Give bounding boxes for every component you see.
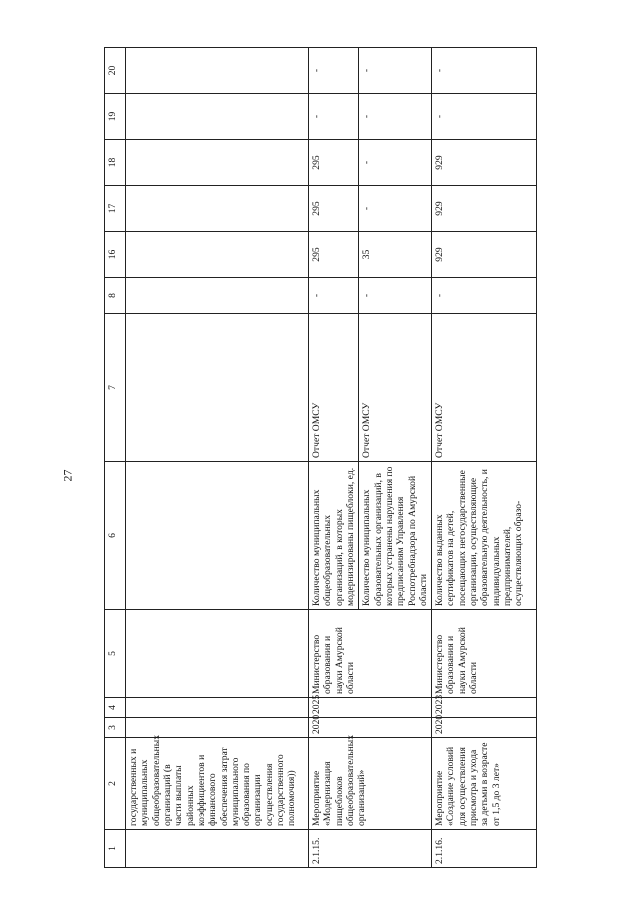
col-header: 2	[105, 738, 126, 830]
cell	[126, 830, 309, 868]
indicator-cell: Количество муниципальных общеобразовательных организаций, в которых модернизированы пищеблоки, ед.	[309, 462, 359, 610]
activity-name-cell: Мероприятие «Модернизация пищеблоков общеобразовательных организаций»	[309, 738, 432, 830]
cell	[126, 462, 309, 610]
col-header: 4	[105, 698, 126, 718]
value-cell: 929	[432, 186, 537, 232]
value-cell: 929	[432, 232, 537, 278]
col-header: 1	[105, 830, 126, 868]
value-cell: 295	[309, 232, 359, 278]
value-cell: -	[359, 94, 432, 140]
program-table	[104, 47, 537, 868]
col-header: 8	[105, 278, 126, 314]
value-cell: 295	[309, 140, 359, 186]
table-row-2-1-15	[309, 48, 359, 868]
row-number-cell: 2.1.15.	[309, 830, 432, 868]
value-cell: -	[309, 94, 359, 140]
executor-cell: Министерство образования и науки Амурской области	[432, 610, 537, 698]
rotated-table-container	[104, 48, 525, 868]
value-cell: -	[432, 94, 537, 140]
cell	[126, 140, 309, 186]
value-cell: -	[309, 48, 359, 94]
page-number: 27	[60, 469, 75, 482]
source-cell: Отчет ОМСУ	[309, 314, 359, 462]
cell	[126, 278, 309, 314]
col-header: 16	[105, 232, 126, 278]
header-row	[105, 48, 126, 868]
activity-name-cell: государственных и муниципальных общеобразовательных организаций (в части выплаты районных коэффициентов и финансового обеспечения затрат муниципального образования по организации осуществления государственного полномочия))	[126, 738, 309, 830]
document-frame	[104, 48, 525, 868]
value-cell: -	[359, 48, 432, 94]
value-cell: -	[359, 278, 432, 314]
col-header: 6	[105, 462, 126, 610]
source-cell: Отчет ОМСУ	[432, 314, 537, 462]
end-year-cell: 2023	[432, 698, 537, 718]
value-cell: -	[359, 186, 432, 232]
table-row-continuation	[126, 48, 309, 868]
col-header: 20	[105, 48, 126, 94]
col-header: 19	[105, 94, 126, 140]
cell	[126, 698, 309, 718]
value-cell: -	[359, 140, 432, 186]
cell	[126, 48, 309, 94]
col-header: 7	[105, 314, 126, 462]
value-cell: -	[309, 278, 359, 314]
col-header: 5	[105, 610, 126, 698]
col-header: 3	[105, 718, 126, 738]
col-header: 18	[105, 140, 126, 186]
value-cell: 929	[432, 140, 537, 186]
activity-name-cell: Мероприятие «Создание условий для осуществления присмотра и ухода за детьми в возрасте от 1,5 до 3 лет»	[432, 738, 537, 830]
row-number-cell: 2.1.16.	[432, 830, 537, 868]
cell	[126, 232, 309, 278]
table-row-2-1-16	[432, 48, 537, 868]
value-cell: -	[432, 278, 537, 314]
value-cell: 295	[309, 186, 359, 232]
end-year-cell: 2025	[309, 698, 432, 718]
source-cell: Отчет ОМСУ	[359, 314, 432, 462]
value-cell: -	[432, 48, 537, 94]
cell	[126, 94, 309, 140]
cell	[126, 186, 309, 232]
start-year-cell: 2020	[432, 718, 537, 738]
indicator-cell: Количество выданных сертификатов на детей, посещающих негосударственные организации, осуществляющие образовательную деятельность, и индивидуальных предпринимателей, осуществляющих образо-	[432, 462, 537, 610]
indicator-cell: Количество муниципальных образовательных организаций, в которых устранены нарушения по предписаниям Управления Роспотребнадзора по Амурской области	[359, 462, 432, 610]
value-cell: 35	[359, 232, 432, 278]
start-year-cell: 2020	[309, 718, 432, 738]
executor-cell: Министерство образования и науки Амурской области	[309, 610, 432, 698]
cell	[126, 314, 309, 462]
col-header: 17	[105, 186, 126, 232]
cell	[126, 610, 309, 698]
